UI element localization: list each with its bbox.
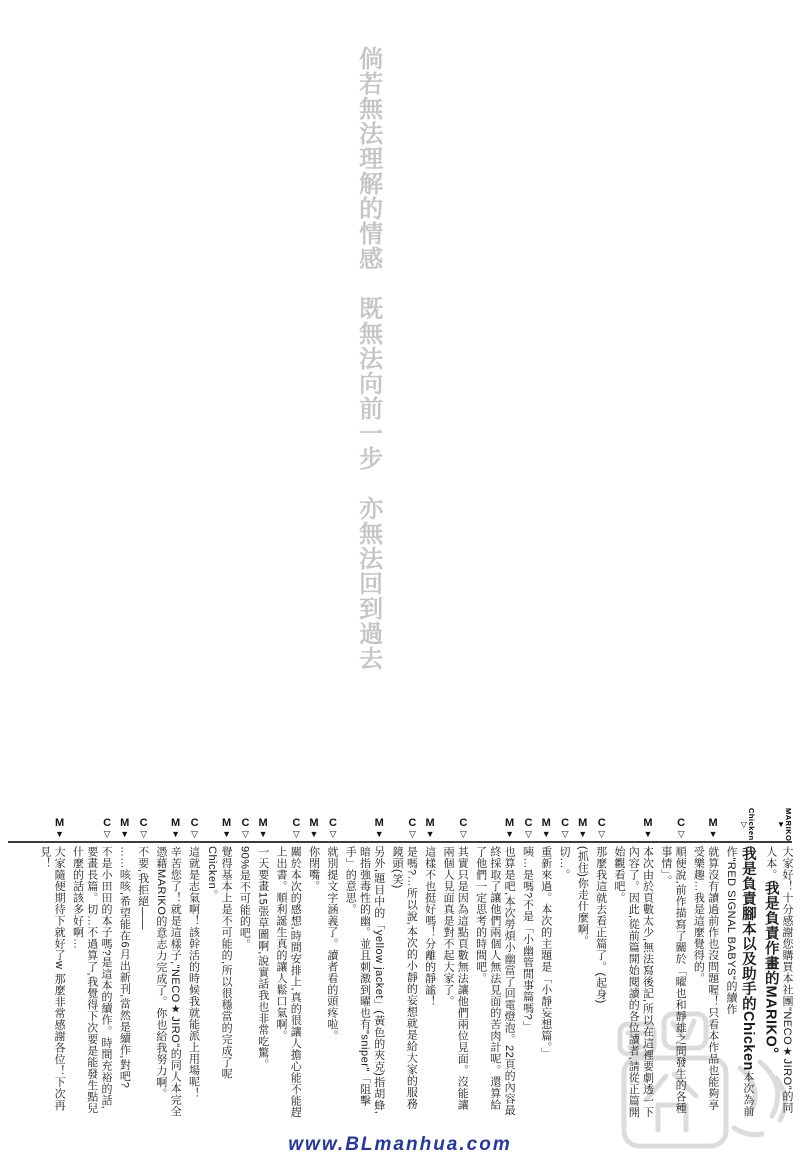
speech-text: 本次由於頁數太少,無法寫後記,所以在這裡要劇透一下內容了。因此,從前篇開始閱讀的各位讀者,請從正篇開始觀看吧。 <box>612 846 654 1118</box>
speaker-header-label: Chicken ▽ <box>739 808 756 841</box>
dialogue-block-m <box>691 804 720 1118</box>
dialogue-block-mariko <box>761 804 794 1118</box>
speech-text: 咦…是嗎?不是「小幽管閒事篇嗎?」 <box>521 846 534 1032</box>
speech-text: 就算沒有讀過前作也沒問題喔！只看本作品也能夠享受樂趣…我是這麼覺得的。 <box>692 846 719 1111</box>
hollow-triangle-icon: ▽ <box>561 829 569 839</box>
speaker-marker <box>761 804 794 841</box>
dialogue-block-m <box>154 804 183 1118</box>
speaker-marker: C ▽ <box>677 817 686 839</box>
speech-text: 是嗎?…所以說,本次的小靜的妄想就是給大家的服務鏡頭(笑) <box>391 846 418 1110</box>
dialogue-block-c <box>325 804 339 1118</box>
speaker-marker: M ▼ <box>309 817 319 839</box>
page-quote: 倘若無法理解的情感 既無法向前一步 亦無法回到過去 <box>354 46 382 671</box>
speaker-marker: M ▼ <box>258 817 268 839</box>
speaker-marker: C ▽ <box>561 817 570 839</box>
hollow-triangle-icon: ▽ <box>191 829 198 839</box>
speaker-marker: C ▽ <box>328 817 337 839</box>
dialogue-block-c <box>135 804 149 1118</box>
speaker-marker: M ▼ <box>120 817 130 839</box>
speech-text: 就別提文字涵義了。讀者看的頭疼啦。 <box>325 846 338 1042</box>
dialogue-block-m <box>575 804 589 1118</box>
dialogue-block-c <box>520 804 534 1118</box>
speaker-header-label: MARIKO ▼ <box>776 807 793 841</box>
dialogue-block-c <box>593 804 607 1118</box>
speaker-marker: C ▽ <box>524 817 533 839</box>
speech-text: 這就是志氣啊！該幹活的時候我就能派上用場呢！ <box>187 846 200 1099</box>
filled-triangle-icon: ▼ <box>120 829 130 839</box>
speech-text: 覺得基本上是不可能的,所以很穩當的完成了呢Chicken。 <box>205 846 233 1080</box>
speech-text: 其實只是因為這點頁數無法讓他們兩位見面。沒能讓兩個人見面真是對不起大家了。 <box>441 846 469 1111</box>
filled-triangle-icon: ▼ <box>541 829 551 839</box>
speech-text: 一天要畫15張草圖啊,說實話我也非常吃驚。 <box>256 846 269 1070</box>
filled-triangle-icon: ▼ <box>55 829 65 839</box>
dialogue-block-c <box>70 804 113 1118</box>
divider-rule <box>8 841 792 843</box>
dialogue-block-c <box>659 804 688 1118</box>
speaker-marker: C ▽ <box>139 817 148 839</box>
dialogue-block-m <box>306 804 320 1118</box>
speaker-marker: M ▼ <box>504 817 515 839</box>
dialogue-block-c <box>390 804 419 1118</box>
dialogue-block-m <box>422 804 436 1118</box>
filled-triangle-icon: ▼ <box>776 820 786 830</box>
speech-text: (抓住)你走什麼啊。 <box>576 846 589 947</box>
hollow-triangle-icon: ▽ <box>292 829 300 839</box>
dialogue-columns <box>6 804 794 1118</box>
speech-text: 關於本次的感想,時間安排上,真的很讓人擔心能不能趕上出書。順利誕生真的讓人鬆口氣啊。 <box>275 846 302 1118</box>
speaker-marker: C ▽ <box>597 817 606 839</box>
speaker-marker: M ▼ <box>171 817 181 839</box>
dialogue-block-m <box>117 804 131 1118</box>
dialogue-block-m <box>255 804 269 1118</box>
site-url-link[interactable]: www.BLmanhua.com <box>288 1134 512 1155</box>
speech-text: 這樣不也挺好嗎！分離的靜謐！ <box>423 846 436 1007</box>
filled-triangle-icon: ▼ <box>309 829 319 839</box>
speech-text: 另外,題目中的「yellow jacket」(黃色的夾克)指胡蜂,暗指強毒性的幽。並且刺激到曜也有"sniper"「阻擊手」的意思。 <box>344 846 385 1115</box>
speech-text: ……咳咳,希望能在6月出新刊,當然是續作,對吧? <box>118 846 131 1089</box>
hollow-triangle-icon: ▽ <box>739 820 749 830</box>
speaker-marker: C ▽ <box>408 817 417 839</box>
speaker-marker: M ▼ <box>578 817 588 839</box>
filled-triangle-icon: ▼ <box>171 829 181 839</box>
speaker-marker: M ▼ <box>643 817 653 839</box>
hollow-triangle-icon: ▽ <box>525 829 532 839</box>
speech-text: 不要,我拒絕—— <box>136 846 149 931</box>
dialogue-block-c <box>237 804 251 1118</box>
hollow-triangle-icon: ▽ <box>103 829 111 839</box>
speech-text: 也算是吧,本次勞煩小幽當了回電燈泡。22頁的內容最終採取了讓他們兩個人無法見面的苦肉計呢。還算給了他們一定思考的時間吧。 <box>474 846 516 1116</box>
speaker-marker: C ▽ <box>190 817 199 839</box>
speech-text: 大家好！十分感謝您購買本社團"NECO★JIRO"的同人本。我是負責作畫的MARIKO。 <box>762 846 793 1114</box>
dialogue-block-c <box>186 804 200 1118</box>
dialogue-block-c <box>557 804 571 1118</box>
speaker-marker: M ▼ <box>374 817 384 839</box>
filled-triangle-icon: ▼ <box>505 829 515 839</box>
dialogue-block-m <box>343 804 386 1118</box>
filled-triangle-icon: ▼ <box>374 829 384 839</box>
hollow-triangle-icon: ▽ <box>677 829 685 839</box>
filled-triangle-icon: ▼ <box>643 829 653 839</box>
speaker-marker: C ▽ <box>459 817 468 839</box>
dialogue-block-chicken <box>724 804 757 1118</box>
speaker-marker: M ▼ <box>221 817 232 839</box>
speech-text: 大家隨便期待下就好了w 那麼非常感謝各位！下次再見！ <box>38 846 66 1111</box>
speech-text: 辛苦您了！就是這樣子,"NECO★JIRO"的同人本完全憑藉MARIKO的意志力完成了。你也給我努力啊。 <box>154 846 182 1117</box>
hollow-triangle-icon: ▽ <box>140 829 148 839</box>
dialogue-block-m <box>205 804 234 1118</box>
hollow-triangle-icon: ▽ <box>459 829 467 839</box>
dialogue-block-c <box>441 804 470 1118</box>
speech-text: 90%是不可能的吧。 <box>238 846 251 951</box>
dialogue-block-m <box>38 804 67 1118</box>
filled-triangle-icon: ▼ <box>425 829 435 839</box>
dialogue-block-c <box>274 804 303 1118</box>
dialogue-block-m <box>612 804 655 1118</box>
speech-text: 那麼我這就去看正篇了。(起身) <box>594 846 607 1004</box>
hollow-triangle-icon: ▽ <box>598 829 606 839</box>
speech-text: 不是小田田的本子嗎?是這本的續作。時間充裕的話,要畫長篇。切…不過算了,我覺得下次要是能發生點兒什麼的話該多好啊… <box>71 846 113 1115</box>
speaker-marker: M ▼ <box>541 817 551 839</box>
filled-triangle-icon: ▼ <box>578 829 588 839</box>
dialogue-block-m <box>538 804 552 1118</box>
afterword-section <box>6 804 794 1166</box>
speech-text: 順便說,前作描寫了關於「曜也和靜雄之間發生的各種事情」。 <box>659 846 687 1115</box>
hollow-triangle-icon: ▽ <box>408 829 416 839</box>
speaker-marker: C ▽ <box>103 817 112 839</box>
filled-triangle-icon: ▼ <box>222 829 231 839</box>
speech-text: 我是負責腳本以及助手的Chicken本次為前作"RED SIGNAL BABYS"的續作 <box>725 846 756 1117</box>
speaker-marker <box>724 804 757 841</box>
speaker-marker: C ▽ <box>292 817 301 839</box>
hollow-triangle-icon: ▽ <box>241 829 249 839</box>
speaker-marker: M ▼ <box>425 817 435 839</box>
hollow-triangle-icon: ▽ <box>329 829 337 839</box>
speech-text: 切…。 <box>558 846 571 881</box>
speaker-marker: M ▼ <box>54 817 65 839</box>
speaker-marker: M ▼ <box>708 817 718 839</box>
filled-triangle-icon: ▼ <box>708 829 718 839</box>
speaker-marker: C ▽ <box>241 817 250 839</box>
speech-text: 重新來過。本次的主題是「小靜妄想篇。」 <box>539 846 552 1059</box>
speech-text: 你閉嘴。 <box>307 846 320 892</box>
dialogue-block-m <box>473 804 516 1118</box>
filled-triangle-icon: ▼ <box>258 829 268 839</box>
